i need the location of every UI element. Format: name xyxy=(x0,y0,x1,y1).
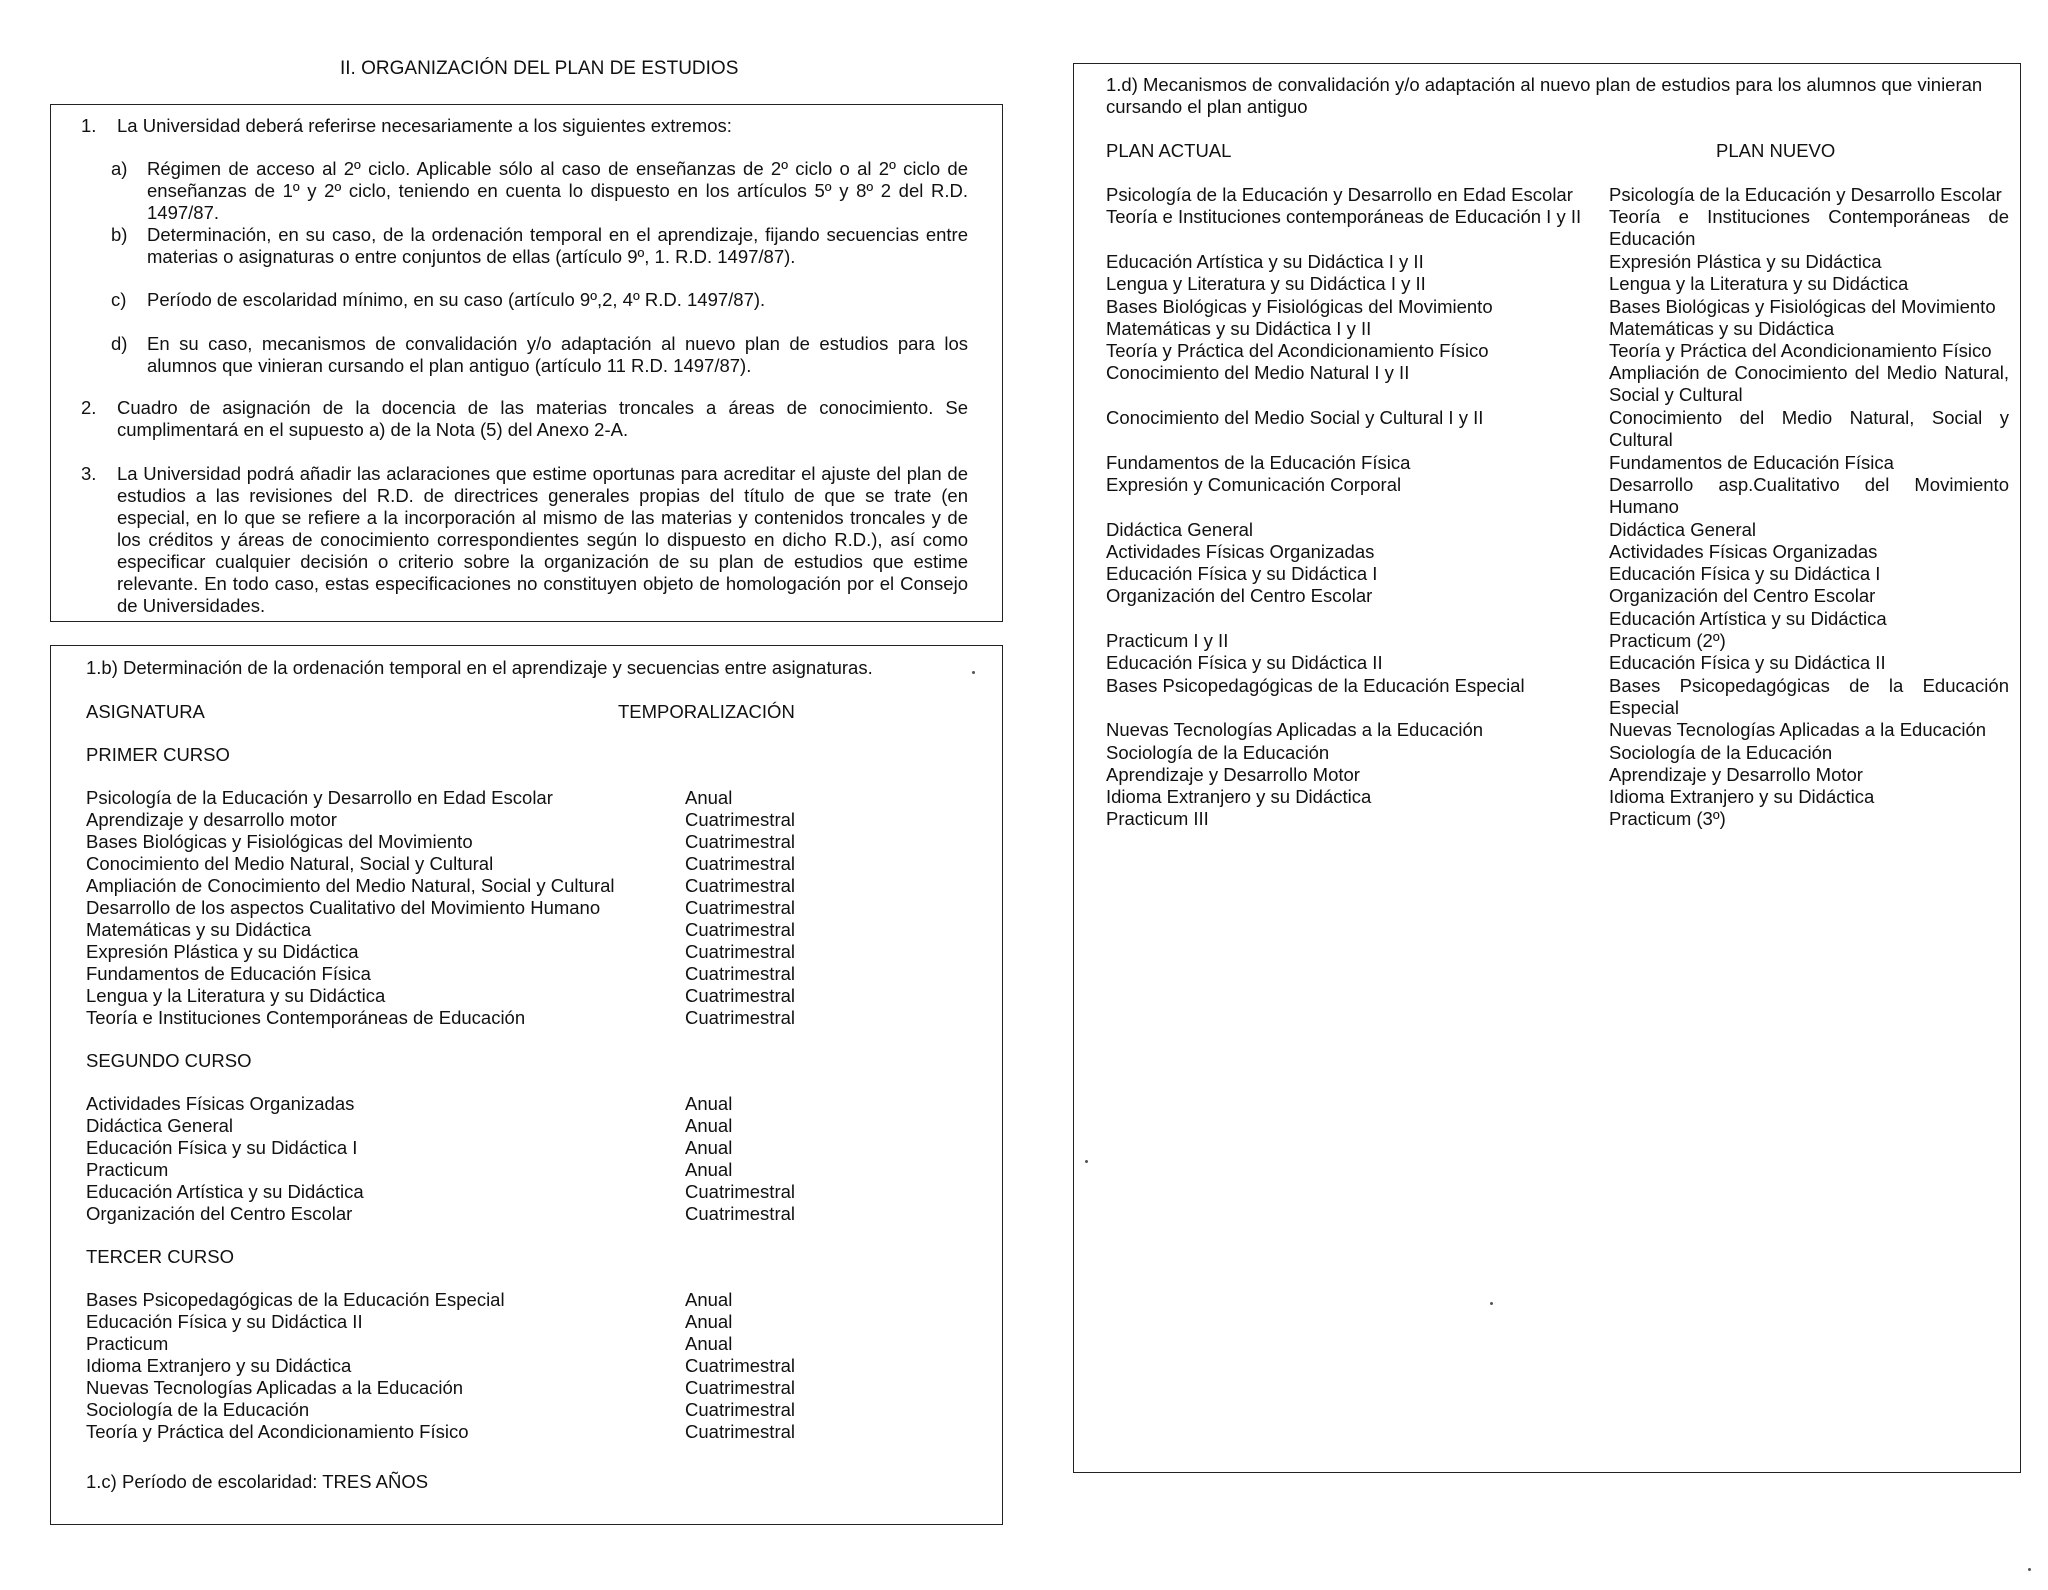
new-plan-subject: Desarrollo asp.Cualitativo del Movimiento Humano xyxy=(1609,473,2009,517)
sub-text: Régimen de acceso al 2º ciclo. Aplicable sólo al caso de enseñanzas de 2º ciclo o al 2º ciclo de enseñanzas de 1º y 2º ciclo, teniendo en cuenta lo dispuesto en los artículos 5º y 8º 2 del R.D. 1497/87. xyxy=(147,158,968,223)
subject-row xyxy=(86,1289,846,1311)
sub-text: Determinación, en su caso, de la ordenación temporal en el aprendizaje, fijando secuencias entre materias o asignaturas o entre conjuntos de ellas (artículo 9º, 1. R.D. 1497/87). xyxy=(147,224,968,267)
new-plan-subject: Educación Artística y su Didáctica xyxy=(1609,607,1887,629)
subject-row xyxy=(86,897,846,919)
subject-timing: Cuatrimestral xyxy=(685,1399,795,1420)
subject-timing: Cuatrimestral xyxy=(685,1421,795,1442)
subject-timing: Cuatrimestral xyxy=(685,1007,795,1028)
subject-name: Nuevas Tecnologías Aplicadas a la Educación xyxy=(86,1377,464,1398)
subject-timing: Cuatrimestral xyxy=(685,941,795,962)
subject-row xyxy=(86,831,846,853)
subject-row xyxy=(86,963,846,985)
current-plan-subject: Fundamentos de la Educación Física xyxy=(1106,451,1411,473)
subject-row xyxy=(86,787,846,809)
subject-row xyxy=(86,985,846,1007)
subject-row xyxy=(86,875,846,897)
subject-timing: Anual xyxy=(685,1115,733,1136)
subject-name: Desarrollo de los aspectos Cualitativo del Movimiento Humano xyxy=(86,897,601,918)
subject-row xyxy=(86,1159,846,1181)
subject-name: Teoría y Práctica del Acondicionamiento Físico xyxy=(86,1421,469,1442)
subject-row xyxy=(86,1399,846,1421)
new-plan-subject: Teoría e Instituciones Contemporáneas de Educación xyxy=(1609,206,2009,250)
subject-timing: Cuatrimestral xyxy=(685,831,795,852)
new-plan-subject: Aprendizaje y Desarrollo Motor xyxy=(1609,763,1863,785)
current-plan-subject: Educación Artística y su Didáctica I y II xyxy=(1106,250,1424,272)
requirement-item-2 xyxy=(81,397,968,441)
requirement-sub-b xyxy=(111,224,968,268)
current-plan-subject: Sociología de la Educación xyxy=(1106,741,1330,763)
item-number: 2. xyxy=(81,397,97,418)
new-plan-subject: Ampliación de Conocimiento del Medio Natural, Social y Cultural xyxy=(1609,362,2009,406)
subject-name: Educación Física y su Didáctica I xyxy=(86,1137,358,1158)
current-plan-subject: Lengua y Literatura y su Didáctica I y II xyxy=(1106,273,1426,295)
subject-name: Expresión Plástica y su Didáctica xyxy=(86,941,359,962)
scan-speck xyxy=(2028,1568,2031,1571)
requirement-item-3 xyxy=(81,463,968,617)
ordering-heading: 1.b) Determinación de la ordenación temporal en el aprendizaje y secuencias entre asignaturas. xyxy=(86,657,873,678)
ordering-box xyxy=(50,645,1003,1525)
subject-timing: Anual xyxy=(685,1333,733,1354)
subject-row xyxy=(86,1115,846,1137)
subject-name: Matemáticas y su Didáctica xyxy=(86,919,312,940)
item-number: 3. xyxy=(81,463,97,484)
requirement-sub-d xyxy=(111,333,968,377)
sub-label: a) xyxy=(111,158,128,179)
scan-speck xyxy=(972,671,975,674)
subject-row xyxy=(86,1181,846,1203)
current-plan-subject: Didáctica General xyxy=(1106,518,1254,540)
period-statement: 1.c) Período de escolaridad: TRES AÑOS xyxy=(86,1471,429,1492)
page-title: II. ORGANIZACIÓN DEL PLAN DE ESTUDIOS xyxy=(340,58,739,79)
subject-name: Bases Biológicas y Fisiológicas del Movimiento xyxy=(86,831,473,852)
equivalence-box xyxy=(1073,63,2021,1473)
subject-name: Bases Psicopedagógicas de la Educación Especial xyxy=(86,1289,505,1310)
col-header-current-plan: PLAN ACTUAL xyxy=(1106,140,1232,161)
subject-timing: Anual xyxy=(685,787,733,808)
col-header-timing: TEMPORALIZACIÓN xyxy=(618,701,795,722)
new-plan-subject: Conocimiento del Medio Natural, Social y Cultural xyxy=(1609,407,2009,450)
item-text: La Universidad deberá referirse necesariamente a los siguientes extremos: xyxy=(117,115,732,136)
subject-timing: Cuatrimestral xyxy=(685,853,795,874)
new-plan-subject: Practicum (2º) xyxy=(1609,630,1726,651)
subject-timing: Cuatrimestral xyxy=(685,1203,795,1224)
item-text: Cuadro de asignación de la docencia de las materias troncales a áreas de conocimiento. Se cumplimentará en el supuesto a) de la Nota (5) del Anexo 2-A. xyxy=(117,397,968,440)
sub-label: b) xyxy=(111,224,128,245)
subject-row xyxy=(86,1377,846,1399)
current-plan-subject: Bases Biológicas y Fisiológicas del Movimiento xyxy=(1106,295,1493,317)
subject-timing: Cuatrimestral xyxy=(685,1181,795,1202)
subject-timing: Cuatrimestral xyxy=(685,1355,795,1376)
scan-speck xyxy=(1085,1160,1088,1163)
current-plan-subject: Aprendizaje y Desarrollo Motor xyxy=(1106,763,1360,785)
subject-name: Organización del Centro Escolar xyxy=(86,1203,353,1224)
subject-row xyxy=(86,1093,846,1115)
subject-timing: Cuatrimestral xyxy=(685,919,795,940)
subject-timing: Cuatrimestral xyxy=(685,1377,795,1398)
new-plan-subject: Nuevas Tecnologías Aplicadas a la Educación xyxy=(1609,719,1987,741)
requirement-sub-c xyxy=(111,289,968,311)
subject-name: Conocimiento del Medio Natural, Social y Cultural xyxy=(86,853,494,874)
subject-row xyxy=(86,919,846,941)
subject-name: Actividades Físicas Organizadas xyxy=(86,1093,355,1114)
current-plan-subject: Conocimiento del Medio Natural I y II xyxy=(1106,362,1410,384)
new-plan-subject: Idioma Extranjero y su Didáctica xyxy=(1609,786,1875,808)
sub-label: d) xyxy=(111,333,128,354)
subject-row xyxy=(86,1007,846,1029)
new-plan-subject: Organización del Centro Escolar xyxy=(1609,585,1876,607)
requirement-sub-a xyxy=(111,158,968,224)
new-plan-subject: Psicología de la Educación y Desarrollo Escolar xyxy=(1609,184,2002,205)
current-plan-subject: Matemáticas y su Didáctica I y II xyxy=(1106,317,1372,339)
new-plan-subject: Practicum (3º) xyxy=(1609,808,1726,830)
current-plan-subject: Educación Física y su Didáctica I xyxy=(1106,563,1378,585)
col-header-new-plan: PLAN NUEVO xyxy=(1716,140,1836,161)
current-plan-subject: Expresión y Comunicación Corporal xyxy=(1106,473,1402,495)
subject-timing: Cuatrimestral xyxy=(685,897,795,918)
sub-label: c) xyxy=(111,289,127,310)
subject-timing: Anual xyxy=(685,1159,733,1180)
subject-row xyxy=(86,1333,846,1355)
current-plan-subject: Actividades Físicas Organizadas xyxy=(1106,540,1375,562)
current-plan-subject: Nuevas Tecnologías Aplicadas a la Educación xyxy=(1106,719,1484,741)
subject-row xyxy=(86,1355,846,1377)
subject-timing: Anual xyxy=(685,1289,733,1310)
current-plan-subject: Idioma Extranjero y su Didáctica xyxy=(1106,786,1372,808)
subject-timing: Anual xyxy=(685,1137,733,1158)
scan-speck xyxy=(1490,1302,1493,1305)
subject-name: Practicum xyxy=(86,1159,169,1180)
current-plan-subject: Educación Física y su Didáctica II xyxy=(1106,652,1383,674)
current-plan-subject: Organización del Centro Escolar xyxy=(1106,585,1373,607)
current-plan-subject: Practicum I y II xyxy=(1106,630,1229,651)
equivalence-heading: 1.d) Mecanismos de convalidación y/o adaptación al nuevo plan de estudios para los alumnos que vinieran cursando el plan antiguo xyxy=(1106,74,1983,117)
subject-row xyxy=(86,1421,846,1443)
item-number: 1. xyxy=(81,115,97,136)
subject-timing: Cuatrimestral xyxy=(685,875,795,896)
col-header-subject: ASIGNATURA xyxy=(86,701,205,722)
current-plan-subject: Bases Psicopedagógicas de la Educación Especial xyxy=(1106,674,1525,696)
new-plan-subject: Lengua y la Literatura y su Didáctica xyxy=(1609,273,1909,295)
current-plan-subject: Teoría e Instituciones contemporáneas de Educación I y II xyxy=(1106,206,1582,228)
new-plan-subject: Expresión Plástica y su Didáctica xyxy=(1609,250,1882,272)
subject-name: Ampliación de Conocimiento del Medio Natural, Social y Cultural xyxy=(86,875,615,896)
subject-name: Lengua y la Literatura y su Didáctica xyxy=(86,985,386,1006)
requirement-item-1 xyxy=(81,115,968,137)
subject-name: Fundamentos de Educación Física xyxy=(86,963,371,984)
subject-name: Educación Física y su Didáctica II xyxy=(86,1311,363,1332)
new-plan-subject: Educación Física y su Didáctica II xyxy=(1609,652,1886,674)
subject-row xyxy=(86,1137,846,1159)
sub-text: Período de escolaridad mínimo, en su caso (artículo 9º,2, 4º R.D. 1497/87). xyxy=(147,289,766,310)
subject-name: Idioma Extranjero y su Didáctica xyxy=(86,1355,352,1376)
subject-name: Practicum xyxy=(86,1333,169,1354)
subject-name: Aprendizaje y desarrollo motor xyxy=(86,809,337,830)
subject-timing: Anual xyxy=(685,1311,733,1332)
new-plan-subject: Matemáticas y su Didáctica xyxy=(1609,317,1835,339)
current-plan-subject: Conocimiento del Medio Social y Cultural I y II xyxy=(1106,407,1484,428)
course-heading: SEGUNDO CURSO xyxy=(86,1050,252,1071)
current-plan-subject: Teoría y Práctica del Acondicionamiento Físico xyxy=(1106,340,1489,362)
new-plan-subject: Bases Biológicas y Fisiológicas del Movimiento xyxy=(1609,295,1996,317)
subject-name: Educación Artística y su Didáctica xyxy=(86,1181,364,1202)
subject-row xyxy=(86,941,846,963)
new-plan-subject: Teoría y Práctica del Acondicionamiento Físico xyxy=(1609,340,1992,362)
subject-name: Teoría e Instituciones Contemporáneas de Educación xyxy=(86,1007,526,1028)
subject-name: Sociología de la Educación xyxy=(86,1399,310,1420)
new-plan-subject: Bases Psicopedagógicas de la Educación Especial xyxy=(1609,674,2009,718)
subject-timing: Anual xyxy=(685,1093,733,1114)
item-text: La Universidad podrá añadir las aclaraciones que estime oportunas para acreditar el ajuste del plan de estudios a las revisiones del R.D. de directrices generales propias del título de que se trate (en especial, en lo que se refiere a la incorporación al mismo de las materias y contenidos troncales y de los créditos y áreas de conocimiento correspondientes según lo dispuesto en dicho R.D.), así como especificar cualquier decisión o criterio sobre la organización de su plan de estudios que estime relevante. En todo caso, estas especificaciones no constituyen objeto de homologación por el Consejo de Universidades. xyxy=(117,463,968,616)
subject-row xyxy=(86,1203,846,1225)
subject-name: Didáctica General xyxy=(86,1115,234,1136)
new-plan-subject: Fundamentos de Educación Física xyxy=(1609,451,1894,473)
new-plan-subject: Didáctica General xyxy=(1609,518,1757,540)
new-plan-subject: Actividades Físicas Organizadas xyxy=(1609,540,1878,562)
subject-timing: Cuatrimestral xyxy=(685,963,795,984)
requirements-box xyxy=(50,104,1003,622)
subject-timing: Cuatrimestral xyxy=(685,809,795,830)
current-plan-subject: Psicología de la Educación y Desarrollo en Edad Escolar xyxy=(1106,184,1573,205)
subject-name: Psicología de la Educación y Desarrollo en Edad Escolar xyxy=(86,787,553,808)
new-plan-subject: Educación Física y su Didáctica I xyxy=(1609,563,1881,585)
course-heading: TERCER CURSO xyxy=(86,1246,235,1267)
subject-row xyxy=(86,809,846,831)
course-heading: PRIMER CURSO xyxy=(86,744,230,765)
sub-text: En su caso, mecanismos de convalidación y/o adaptación al nuevo plan de estudios para los alumnos que vinieran cursando el plan antiguo (artículo 11 R.D. 1497/87). xyxy=(147,333,968,376)
subject-timing: Cuatrimestral xyxy=(685,985,795,1006)
current-plan-subject: Practicum III xyxy=(1106,808,1209,830)
subject-row xyxy=(86,853,846,875)
subject-row xyxy=(86,1311,846,1333)
new-plan-subject: Sociología de la Educación xyxy=(1609,741,1833,763)
